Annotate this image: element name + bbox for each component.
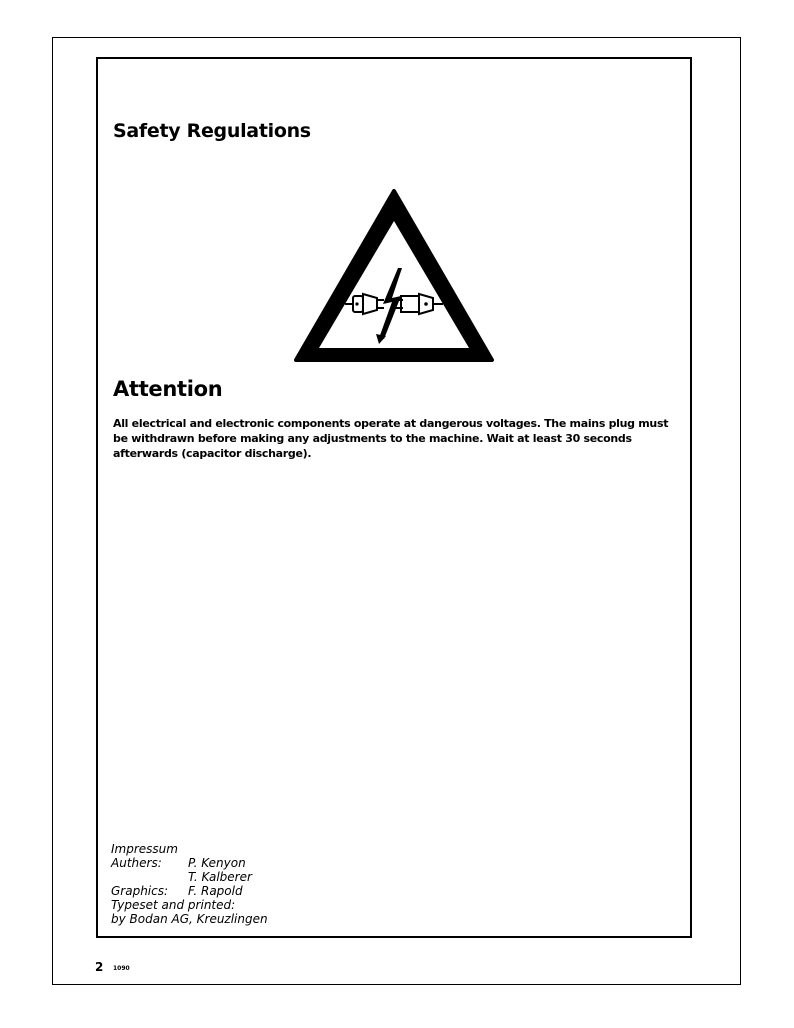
authors-row-2: [111, 870, 371, 884]
impressum-heading: Impressum: [111, 842, 178, 856]
attention-text: All electrical and electronic components operate at dangerous voltages. The mains plug must be withdrawn before making any adjustments to the machine. Wait at least 30 seconds afterwards (capacitor discharge).: [113, 417, 669, 460]
authors-row: [111, 856, 371, 870]
graphics-name: F. Rapold: [188, 884, 243, 898]
attention-heading: Attention: [113, 377, 223, 401]
authors-label-spacer: [111, 870, 188, 884]
page-title: Safety Regulations: [113, 120, 311, 142]
graphics-row: [111, 884, 371, 898]
authors-label: Authers:: [111, 856, 162, 870]
page-number: 2: [95, 960, 104, 974]
electrical-hazard-unplug-icon: [293, 188, 495, 366]
printer-line: by Bodan AG, Kreuzlingen: [111, 912, 268, 926]
author-1: P. Kenyon: [188, 856, 246, 870]
author-2: T. Kalberer: [188, 870, 252, 884]
typeset-line: Typeset and printed:: [111, 898, 236, 912]
document-code: 1090: [113, 965, 130, 972]
impressum-block: [111, 842, 371, 926]
graphics-label: Graphics:: [111, 884, 169, 898]
